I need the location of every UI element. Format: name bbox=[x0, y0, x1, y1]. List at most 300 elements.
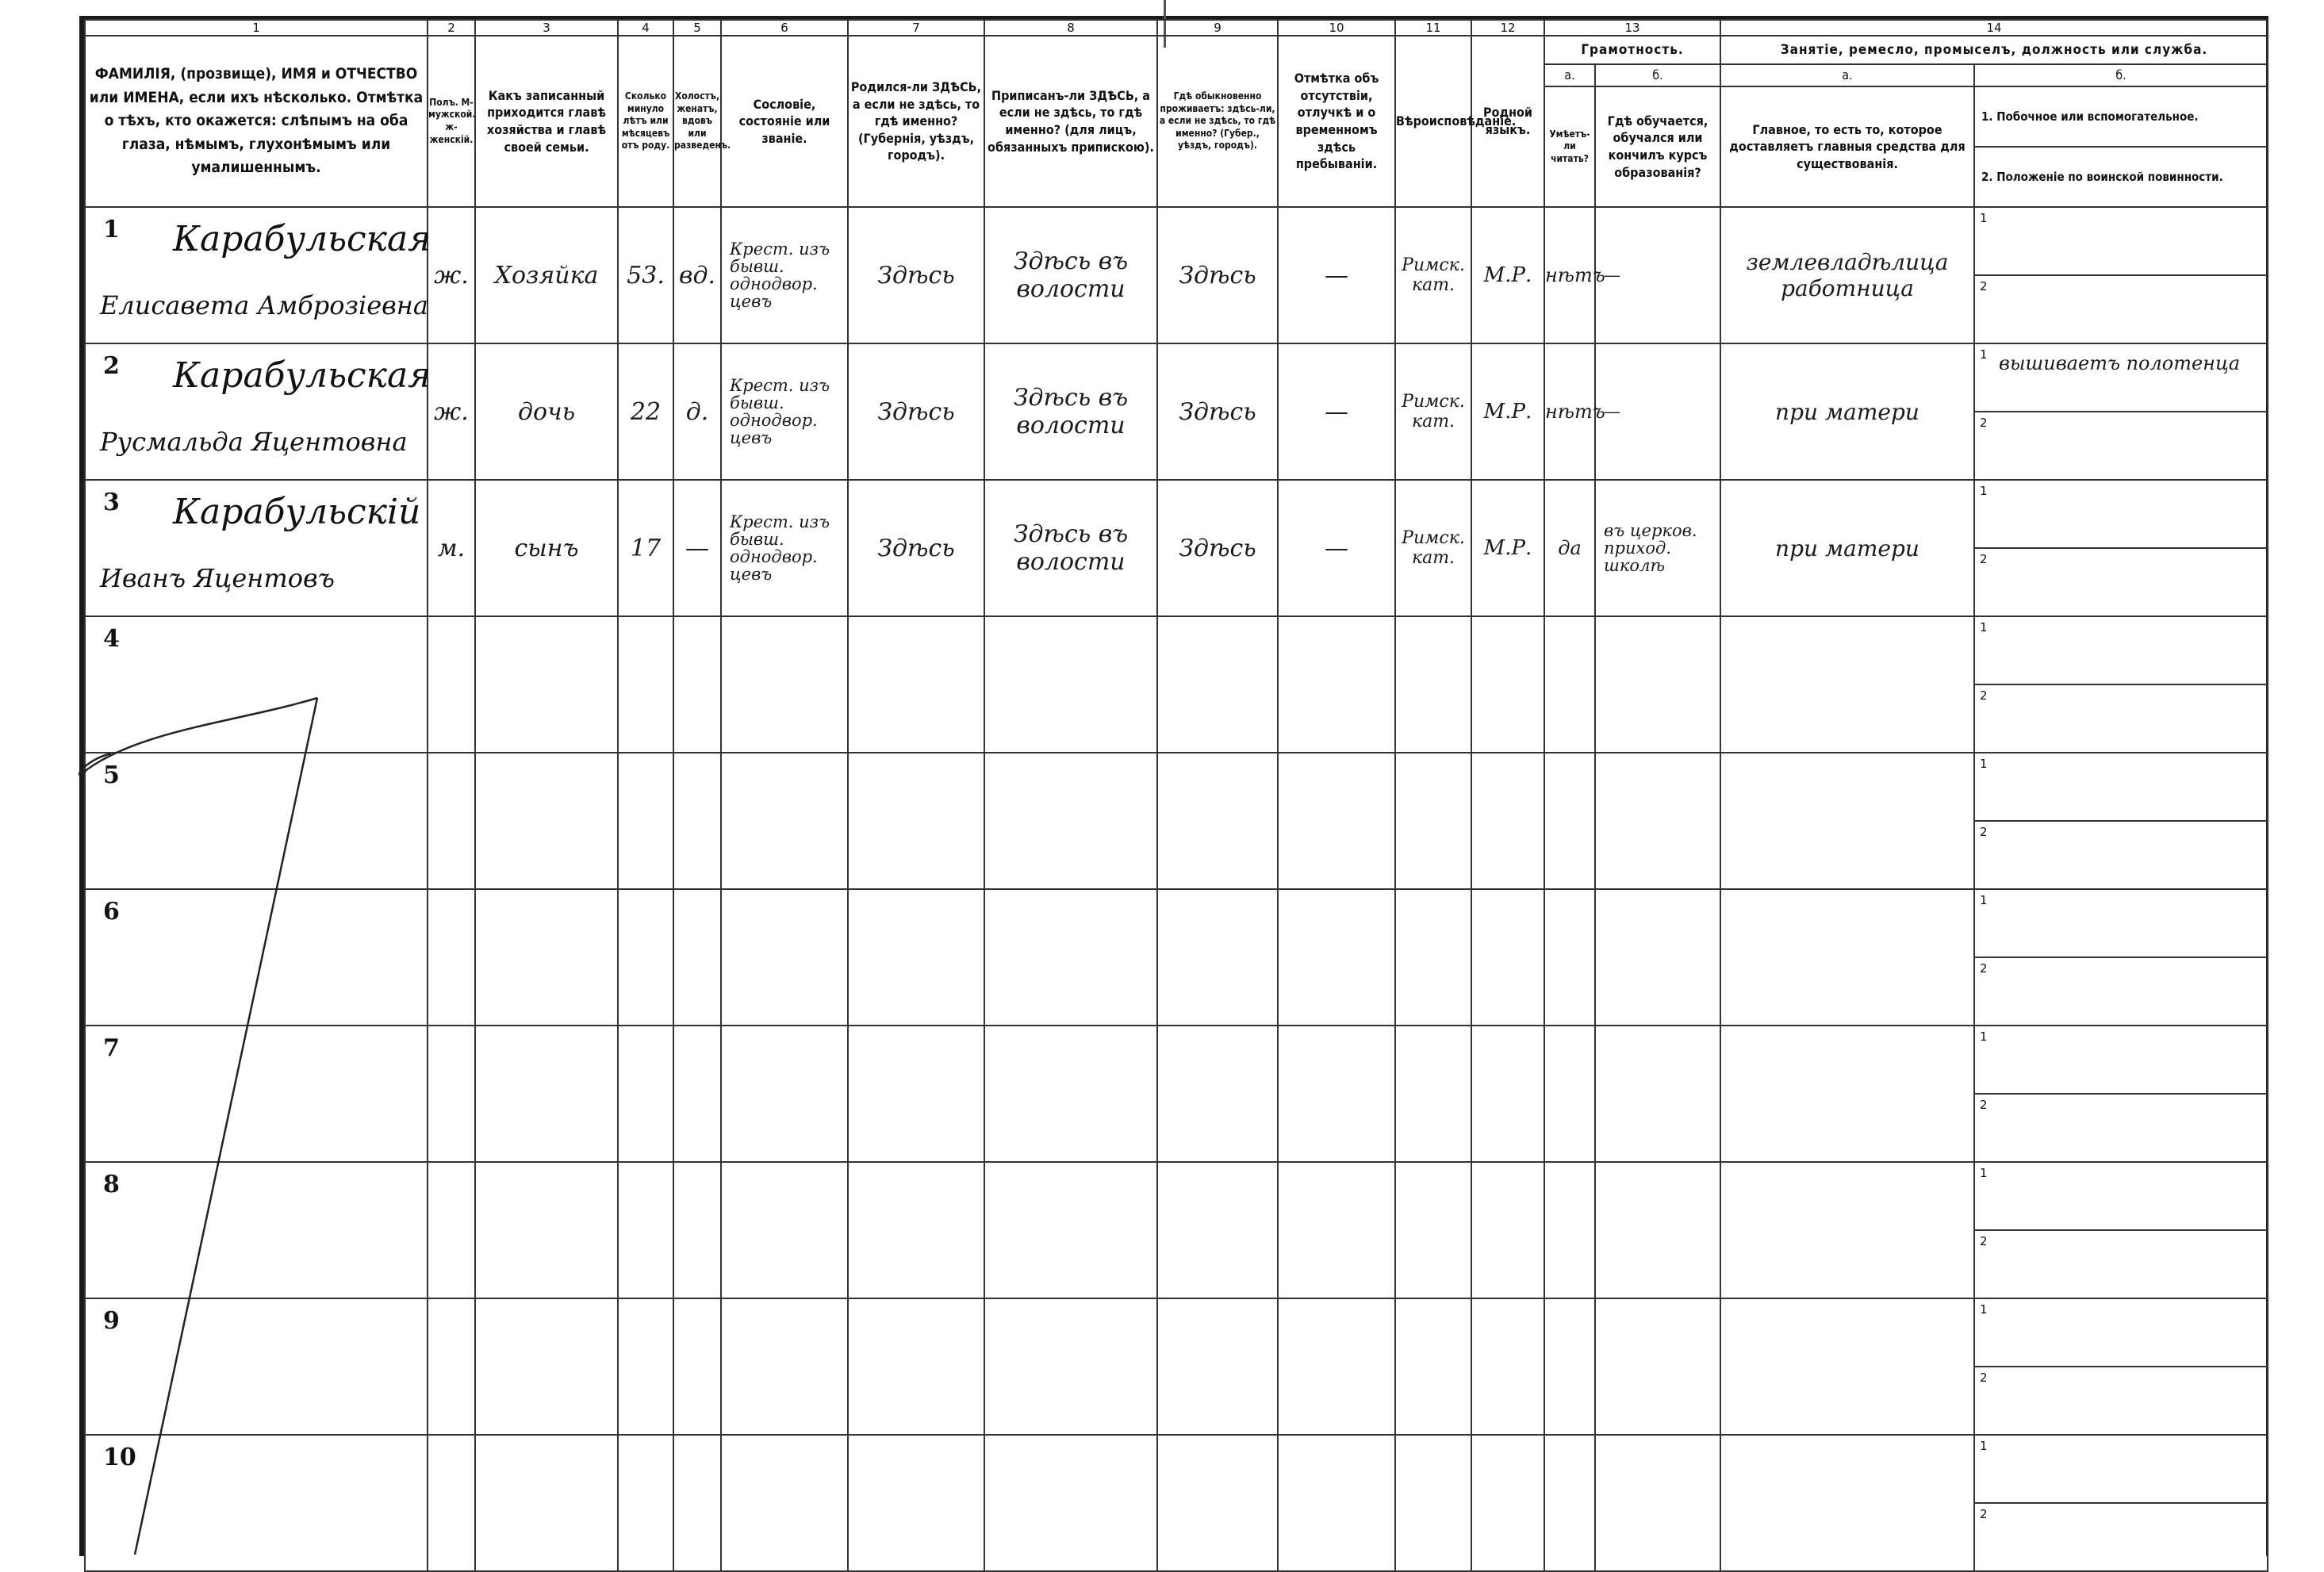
header-occupation-side bbox=[1974, 86, 2268, 207]
cell-born bbox=[848, 1026, 984, 1162]
language-value: М.Р. bbox=[1483, 536, 1532, 560]
header-occupation-a-label: а. bbox=[1720, 64, 1974, 86]
cell-born bbox=[848, 480, 984, 616]
cell-sex bbox=[428, 207, 475, 343]
slot-label-1: 1 bbox=[1980, 1029, 1988, 1044]
cell-religion bbox=[1395, 889, 1471, 1026]
side-occupation-slot bbox=[1975, 208, 2267, 276]
literate-value: нѣтъ bbox=[1545, 264, 1605, 286]
header-estate: Сословіе, состояніе или званіе. bbox=[721, 36, 848, 207]
cell-sex bbox=[428, 1162, 475, 1298]
cell-born bbox=[848, 207, 984, 343]
cell-age bbox=[618, 1435, 673, 1571]
slot-label-1: 1 bbox=[1980, 347, 1988, 362]
cell-sex bbox=[428, 343, 475, 480]
side-occupation-slot bbox=[1975, 753, 2267, 822]
estate-value: Крест. изъ бывш. однодвор. цевъ bbox=[730, 512, 830, 585]
relation-value: сынъ bbox=[514, 534, 579, 562]
cell-marital bbox=[673, 889, 721, 1026]
cell-occupation-main bbox=[1720, 753, 1974, 889]
resides-value: Здѣсь bbox=[1179, 534, 1256, 562]
cell-name bbox=[85, 1298, 428, 1435]
side-occupation-slot bbox=[1975, 1436, 2267, 1504]
military-slot bbox=[1975, 1095, 2267, 1161]
slot-label-2: 2 bbox=[1980, 552, 1988, 566]
row-number: 1 bbox=[103, 216, 120, 243]
sex-value: ж. bbox=[434, 261, 469, 289]
header-literacy-group: Грамотность. bbox=[1544, 36, 1720, 64]
cell-resides bbox=[1157, 207, 1278, 343]
header-religion: Вѣроисповѣданіе. bbox=[1395, 36, 1471, 207]
header-occupation-main: Главное, то есть то, которое доставляетъ главныя средства для существованія. bbox=[1720, 86, 1974, 207]
table-row bbox=[85, 207, 2268, 343]
cell-occupation-side bbox=[1974, 1298, 2268, 1435]
col-num-2: 2 bbox=[428, 20, 475, 36]
cell-language bbox=[1471, 889, 1544, 1026]
cell-registered bbox=[984, 753, 1157, 889]
cell-born bbox=[848, 753, 984, 889]
cell-religion bbox=[1395, 1298, 1471, 1435]
language-value: М.Р. bbox=[1483, 263, 1532, 287]
side-occupation-slot bbox=[1975, 890, 2267, 958]
cell-resides bbox=[1157, 480, 1278, 616]
cell-age bbox=[618, 889, 673, 1026]
row-number: 7 bbox=[103, 1034, 120, 1062]
cell-religion bbox=[1395, 343, 1471, 480]
cell-language bbox=[1471, 1298, 1544, 1435]
slot-label-1: 1 bbox=[1980, 1302, 1988, 1317]
cell-age bbox=[618, 343, 673, 480]
surname: Карабульская bbox=[173, 355, 431, 396]
cell-registered bbox=[984, 343, 1157, 480]
header-marital: Холостъ, женатъ, вдовъ или разведенъ. bbox=[673, 36, 721, 207]
cell-age bbox=[618, 1162, 673, 1298]
cell-registered bbox=[984, 1162, 1157, 1298]
registered-value: Здѣсь въ волости bbox=[1013, 247, 1129, 303]
cell-language bbox=[1471, 1026, 1544, 1162]
cell-estate bbox=[721, 889, 848, 1026]
table-row bbox=[85, 1435, 2268, 1571]
cell-language bbox=[1471, 343, 1544, 480]
col-num-14: 14 bbox=[1720, 20, 2268, 36]
cell-marital bbox=[673, 480, 721, 616]
relation-value: Хозяйка bbox=[494, 261, 599, 289]
cell-occupation-main bbox=[1720, 616, 1974, 753]
cell-relation bbox=[475, 1162, 618, 1298]
cell-sex bbox=[428, 1026, 475, 1162]
table-row bbox=[85, 1162, 2268, 1298]
row-number: 8 bbox=[103, 1171, 120, 1198]
given-name: Иванъ Яцентовъ bbox=[100, 563, 335, 593]
religion-value: Римск. кат. bbox=[1402, 255, 1465, 295]
cell-literate bbox=[1544, 753, 1595, 889]
resides-value: Здѣсь bbox=[1179, 261, 1256, 289]
education-value: — bbox=[1604, 401, 1620, 421]
cell-absence bbox=[1278, 889, 1395, 1026]
slot-label-2: 2 bbox=[1980, 416, 1988, 430]
census-table bbox=[84, 19, 2268, 1572]
cell-marital bbox=[673, 1435, 721, 1571]
cell-relation bbox=[475, 616, 618, 753]
education-value: въ церков. приход. школѣ bbox=[1604, 520, 1697, 576]
cell-occupation-main bbox=[1720, 1162, 1974, 1298]
cell-age bbox=[618, 480, 673, 616]
table-row bbox=[85, 753, 2268, 889]
row-number: 4 bbox=[103, 625, 120, 653]
header-sex: Полъ. М-мужской. ж-женскій. bbox=[428, 36, 475, 207]
cell-occupation-main bbox=[1720, 1298, 1974, 1435]
table-row bbox=[85, 480, 2268, 616]
cell-religion bbox=[1395, 480, 1471, 616]
cell-estate bbox=[721, 480, 848, 616]
header-education: Гдѣ обучается, обучался или кончилъ курсъ образованія? bbox=[1595, 86, 1720, 207]
age-value: 17 bbox=[630, 534, 662, 562]
cell-age bbox=[618, 1298, 673, 1435]
relation-value: дочь bbox=[517, 397, 576, 426]
cell-absence bbox=[1278, 616, 1395, 753]
military-slot bbox=[1975, 549, 2267, 615]
cell-language bbox=[1471, 753, 1544, 889]
cell-occupation-main bbox=[1720, 1435, 1974, 1571]
cell-estate bbox=[721, 343, 848, 480]
cell-name bbox=[85, 1435, 428, 1571]
slot-label-1: 1 bbox=[1980, 1439, 1988, 1453]
cell-language bbox=[1471, 616, 1544, 753]
cell-sex bbox=[428, 1435, 475, 1571]
cell-absence bbox=[1278, 1298, 1395, 1435]
cell-literate bbox=[1544, 1298, 1595, 1435]
cell-name bbox=[85, 616, 428, 753]
cell-name bbox=[85, 1162, 428, 1298]
cell-marital bbox=[673, 1298, 721, 1435]
cell-estate bbox=[721, 616, 848, 753]
cell-education bbox=[1595, 1435, 1720, 1571]
cell-name bbox=[85, 1026, 428, 1162]
slot-label-2: 2 bbox=[1980, 1371, 1988, 1385]
religion-value: Римск. кат. bbox=[1402, 528, 1465, 568]
military-slot bbox=[1975, 1231, 2267, 1298]
col-num-10: 10 bbox=[1278, 20, 1395, 36]
cell-language bbox=[1471, 207, 1544, 343]
cell-sex bbox=[428, 889, 475, 1026]
cell-estate bbox=[721, 753, 848, 889]
cell-religion bbox=[1395, 753, 1471, 889]
col-num-7: 7 bbox=[848, 20, 984, 36]
literate-value: да bbox=[1558, 537, 1582, 559]
slot-label-1: 1 bbox=[1980, 211, 1988, 225]
cell-literate bbox=[1544, 889, 1595, 1026]
cell-name bbox=[85, 207, 431, 343]
cell-occupation-side bbox=[1974, 1162, 2268, 1298]
cell-born bbox=[848, 343, 984, 480]
sex-value: м. bbox=[437, 534, 466, 562]
cell-literate bbox=[1544, 1435, 1595, 1571]
row-number: 10 bbox=[103, 1444, 136, 1471]
cell-born bbox=[848, 889, 984, 1026]
column-number-row bbox=[85, 20, 2268, 36]
slot-label-2: 2 bbox=[1980, 1507, 1988, 1521]
header-resides: Гдѣ обыкновенно проживаетъ: здѣсь-ли, а если не здѣсь, то гдѣ именно? (Губер., уѣздъ, городъ). bbox=[1157, 36, 1278, 207]
header-military: 2. Положеніе по воинской повинности. bbox=[1981, 169, 2223, 184]
cell-relation bbox=[475, 207, 618, 343]
cell-age bbox=[618, 1026, 673, 1162]
cell-occupation-main bbox=[1720, 889, 1974, 1026]
marital-value: вд. bbox=[678, 261, 715, 289]
surname: Карабульская bbox=[173, 219, 431, 259]
col-num-8: 8 bbox=[984, 20, 1157, 36]
absence-value: — bbox=[1325, 534, 1348, 562]
slot-label-2: 2 bbox=[1980, 961, 1988, 976]
table-row bbox=[85, 1026, 2268, 1162]
cell-sex bbox=[428, 616, 475, 753]
cell-marital bbox=[673, 343, 721, 480]
born-value: Здѣсь bbox=[877, 534, 955, 562]
cell-absence bbox=[1278, 753, 1395, 889]
cell-resides bbox=[1157, 1162, 1278, 1298]
absence-value: — bbox=[1325, 397, 1348, 426]
cell-born bbox=[848, 1298, 984, 1435]
header-registered: Приписанъ-ли ЗДѢСЬ, а если не здѣсь, то гдѣ именно? (для лицъ, обязанныхъ припискою). bbox=[984, 36, 1157, 207]
slot-label-2: 2 bbox=[1980, 825, 1988, 839]
military-slot bbox=[1975, 412, 2267, 479]
military-slot bbox=[1975, 685, 2267, 752]
side-occupation-slot bbox=[1975, 1026, 2267, 1095]
cell-language bbox=[1471, 480, 1544, 616]
military-slot bbox=[1975, 276, 2267, 343]
cell-relation bbox=[475, 1435, 618, 1571]
cell-age bbox=[618, 207, 673, 343]
header-occupation-group: Занятіе, ремесло, промыселъ, должность или служба. bbox=[1720, 36, 2268, 64]
literate-value: нѣтъ bbox=[1545, 401, 1605, 423]
estate-value: Крест. изъ бывш. однодвор. цевъ bbox=[730, 239, 830, 312]
cell-literate bbox=[1544, 616, 1595, 753]
estate-value: Крест. изъ бывш. однодвор. цевъ bbox=[730, 375, 830, 448]
cell-education bbox=[1595, 616, 1720, 753]
age-value: 53. bbox=[627, 261, 665, 289]
military-slot bbox=[1975, 958, 2267, 1025]
military-slot bbox=[1975, 1504, 2267, 1570]
header-side-occupation: 1. Побочное или вспомогательное. bbox=[1975, 87, 2267, 148]
cell-registered bbox=[984, 480, 1157, 616]
absence-value: — bbox=[1325, 261, 1348, 289]
cell-education bbox=[1595, 753, 1720, 889]
military-slot bbox=[1975, 822, 2267, 888]
cell-marital bbox=[673, 616, 721, 753]
cell-absence bbox=[1278, 207, 1395, 343]
cell-occupation-side bbox=[1974, 1435, 2268, 1571]
cell-registered bbox=[984, 207, 1157, 343]
side-occupation-slot bbox=[1975, 1299, 2267, 1367]
cell-occupation-side bbox=[1974, 753, 2268, 889]
cell-resides bbox=[1157, 616, 1278, 753]
row-number: 2 bbox=[103, 352, 120, 380]
cell-sex bbox=[428, 753, 475, 889]
header-literacy-b-label: б. bbox=[1595, 64, 1720, 86]
cell-education bbox=[1595, 343, 1720, 480]
cell-religion bbox=[1395, 207, 1471, 343]
cell-language bbox=[1471, 1435, 1544, 1571]
cell-religion bbox=[1395, 1162, 1471, 1298]
cell-registered bbox=[984, 1026, 1157, 1162]
cell-occupation-side bbox=[1974, 889, 2268, 1026]
col-num-6: 6 bbox=[721, 20, 848, 36]
education-value: — bbox=[1604, 265, 1620, 285]
religion-value: Римск. кат. bbox=[1402, 392, 1465, 431]
cell-marital bbox=[673, 1026, 721, 1162]
cell-occupation-side bbox=[1974, 207, 2268, 343]
cell-education bbox=[1595, 480, 1720, 616]
cell-resides bbox=[1157, 1026, 1278, 1162]
col-num-9: 9 bbox=[1157, 20, 1278, 36]
occupation-main-value: при матери bbox=[1775, 398, 1919, 425]
cell-relation bbox=[475, 343, 618, 480]
slot-label-1: 1 bbox=[1980, 893, 1988, 907]
cell-literate bbox=[1544, 207, 1605, 343]
col-num-12: 12 bbox=[1471, 20, 1544, 36]
cell-occupation-side bbox=[1974, 343, 2268, 480]
resides-value: Здѣсь bbox=[1179, 397, 1256, 426]
header-age: Сколько минуло лѣтъ или мѣсяцевъ отъ роду. bbox=[618, 36, 673, 207]
marital-value: — bbox=[685, 534, 709, 562]
registered-value: Здѣсь въ волости bbox=[1013, 384, 1129, 439]
cell-absence bbox=[1278, 343, 1395, 480]
cell-name bbox=[85, 889, 428, 1026]
cell-name bbox=[85, 753, 428, 889]
cell-age bbox=[618, 616, 673, 753]
col-num-1: 1 bbox=[85, 20, 428, 36]
registered-value: Здѣсь въ волости bbox=[1013, 520, 1129, 576]
cell-relation bbox=[475, 753, 618, 889]
cell-name bbox=[85, 343, 431, 480]
cell-estate bbox=[721, 1026, 848, 1162]
slot-label-1: 1 bbox=[1980, 1166, 1988, 1180]
cell-relation bbox=[475, 480, 618, 616]
cell-occupation-main bbox=[1720, 343, 1974, 480]
cell-religion bbox=[1395, 616, 1471, 753]
cell-occupation-main bbox=[1720, 1026, 1974, 1162]
side-occupation-value: вышиваетъ полотенца bbox=[1999, 352, 2241, 374]
cell-estate bbox=[721, 1162, 848, 1298]
header-literacy-a-label: а. bbox=[1544, 64, 1595, 86]
cell-religion bbox=[1395, 1026, 1471, 1162]
cell-resides bbox=[1157, 889, 1278, 1026]
cell-registered bbox=[984, 889, 1157, 1026]
occupation-main-value: землевладѣлица работница bbox=[1746, 249, 1949, 301]
side-occupation-slot bbox=[1975, 1163, 2267, 1231]
table-row bbox=[85, 889, 2268, 1026]
born-value: Здѣсь bbox=[877, 261, 955, 289]
cell-occupation-side bbox=[1974, 480, 2268, 616]
cell-absence bbox=[1278, 480, 1395, 616]
cell-literate bbox=[1544, 1162, 1595, 1298]
header-relation: Какъ записанный приходится главѣ хозяйства и главѣ своей семьи. bbox=[475, 36, 618, 207]
header-absence: Отмѣтка объ отсутствіи, отлучкѣ и о временномъ здѣсь пребываніи. bbox=[1278, 36, 1395, 207]
cell-absence bbox=[1278, 1435, 1395, 1571]
cell-religion bbox=[1395, 1435, 1471, 1571]
census-rows bbox=[85, 207, 2268, 1571]
row-number: 5 bbox=[103, 761, 120, 789]
row-number: 3 bbox=[103, 489, 120, 516]
side-occupation-slot bbox=[1975, 617, 2267, 685]
cell-literate bbox=[1544, 1026, 1595, 1162]
side-occupation-slot bbox=[1975, 481, 2267, 549]
header-can-read: Умѣетъ-ли читать? bbox=[1544, 86, 1595, 207]
table-row bbox=[85, 1298, 2268, 1435]
cell-estate bbox=[721, 207, 848, 343]
marital-value: д. bbox=[685, 397, 709, 426]
cell-language bbox=[1471, 1162, 1544, 1298]
cell-estate bbox=[721, 1298, 848, 1435]
header-language: Родной языкъ. bbox=[1471, 36, 1544, 207]
cell-absence bbox=[1278, 1162, 1395, 1298]
cell-born bbox=[848, 1162, 984, 1298]
cell-literate bbox=[1544, 480, 1595, 616]
slot-label-2: 2 bbox=[1980, 688, 1988, 703]
cell-relation bbox=[475, 1298, 618, 1435]
cell-relation bbox=[475, 889, 618, 1026]
header-name: ФАМИЛІЯ, (прозвище), ИМЯ и ОТЧЕСТВО или ИМЕНА, если ихъ нѣсколько. Отмѣтка о тѣхъ, кто окажется: слѣпымъ на оба глаза, нѣмымъ, глухонѣмымъ или умалишеннымъ. bbox=[85, 36, 428, 207]
col-num-11: 11 bbox=[1395, 20, 1471, 36]
header-occupation-b-label: б. bbox=[1974, 64, 2268, 86]
cell-education bbox=[1595, 1298, 1720, 1435]
cell-marital bbox=[673, 1162, 721, 1298]
cell-resides bbox=[1157, 343, 1278, 480]
col-num-5: 5 bbox=[673, 20, 721, 36]
cell-resides bbox=[1157, 1435, 1278, 1571]
cell-education bbox=[1595, 1162, 1720, 1298]
born-value: Здѣсь bbox=[877, 397, 955, 426]
military-slot bbox=[1975, 1367, 2267, 1434]
col-num-13: 13 bbox=[1544, 20, 1720, 36]
cell-absence bbox=[1278, 1026, 1395, 1162]
cell-name bbox=[85, 480, 428, 616]
slot-label-2: 2 bbox=[1980, 279, 1988, 293]
cell-sex bbox=[428, 480, 475, 616]
cell-occupation-side bbox=[1974, 1026, 2268, 1162]
cell-registered bbox=[984, 1298, 1157, 1435]
cell-marital bbox=[673, 207, 721, 343]
cell-occupation-main bbox=[1720, 207, 1974, 343]
cell-born bbox=[848, 616, 984, 753]
slot-label-1: 1 bbox=[1980, 484, 1988, 498]
table-row bbox=[85, 343, 2268, 480]
header-row-1 bbox=[85, 36, 2268, 64]
cell-born bbox=[848, 1435, 984, 1571]
header-born: Родился-ли ЗДѢСЬ, а если не здѣсь, то гдѣ именно? (Губернія, уѣздъ, городъ). bbox=[848, 36, 984, 207]
slot-label-1: 1 bbox=[1980, 757, 1988, 771]
cell-marital bbox=[673, 753, 721, 889]
slot-label-2: 2 bbox=[1980, 1098, 1988, 1112]
cell-sex bbox=[428, 1298, 475, 1435]
cell-literate bbox=[1544, 343, 1605, 480]
sex-value: ж. bbox=[434, 397, 469, 426]
cell-age bbox=[618, 753, 673, 889]
cell-education bbox=[1595, 207, 1720, 343]
col-num-4: 4 bbox=[618, 20, 673, 36]
slot-label-2: 2 bbox=[1980, 1234, 1988, 1248]
cell-resides bbox=[1157, 1298, 1278, 1435]
side-occupation-slot bbox=[1975, 344, 2267, 412]
cell-occupation-main bbox=[1720, 480, 1974, 616]
cell-estate bbox=[721, 1435, 848, 1571]
cell-occupation-side bbox=[1974, 616, 2268, 753]
occupation-main-value: при матери bbox=[1775, 535, 1919, 562]
row-number: 6 bbox=[103, 898, 120, 926]
language-value: М.Р. bbox=[1483, 400, 1532, 424]
cell-education bbox=[1595, 889, 1720, 1026]
table-row bbox=[85, 616, 2268, 753]
age-value: 22 bbox=[630, 397, 662, 426]
